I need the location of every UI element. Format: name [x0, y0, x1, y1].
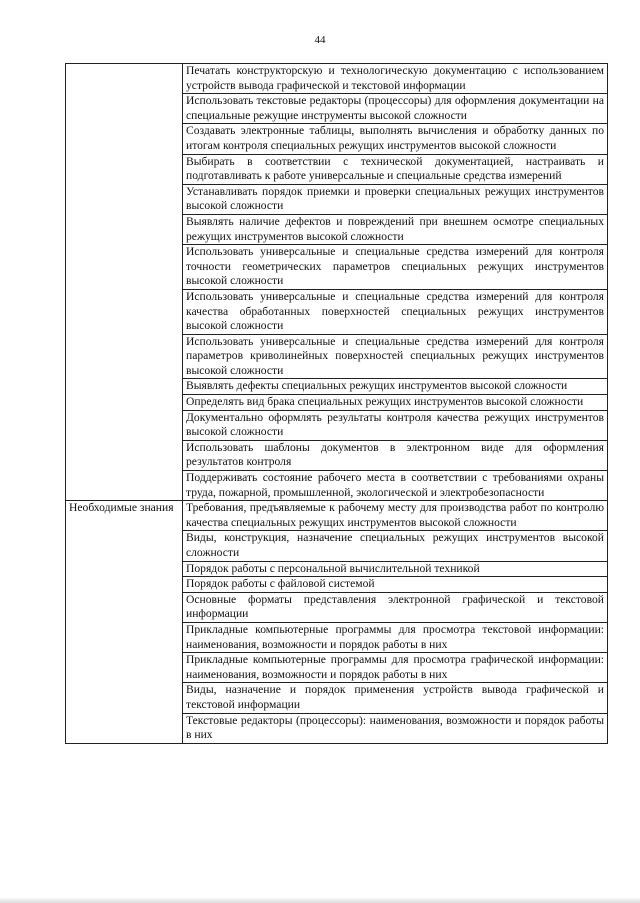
requirement-cell: Определять вид брака специальных режущих инструментов высокой сложности — [183, 395, 608, 411]
requirement-cell: Использовать шаблоны документов в электронном виде для оформления результатов контроля — [183, 440, 608, 470]
requirement-cell: Выбирать в соответствии с технической документацией, настраивать и подготавливать к работе универсальные и специальные средства измерений — [183, 154, 608, 184]
requirement-cell: Использовать универсальные и специальные средства измерений для контроля точности геометрических параметров специальных режущих инструментов высокой сложности — [183, 245, 608, 290]
requirement-cell: Основные форматы представления электронной графической и текстовой информации — [183, 592, 608, 622]
requirement-cell: Использовать универсальные и специальные средства измерений для контроля качества обработанных поверхностей специальных режущих инструментов высокой сложности — [183, 289, 608, 334]
requirement-cell: Документально оформлять результаты контроля качества режущих инструментов высокой сложности — [183, 410, 608, 440]
requirement-cell: Выявлять дефекты специальных режущих инструментов высокой сложности — [183, 379, 608, 395]
scan-edge — [0, 897, 640, 903]
requirement-cell: Виды, назначение и порядок применения устройств вывода графической и текстовой информации — [183, 683, 608, 713]
page-number: 44 — [314, 34, 326, 46]
requirement-cell: Порядок работы с персональной вычислительной техникой — [183, 561, 608, 577]
requirement-cell: Использовать текстовые редакторы (процессоры) для оформления документации на специальные режущие инструменты высокой сложности — [183, 94, 608, 124]
requirement-cell: Порядок работы с файловой системой — [183, 577, 608, 593]
requirement-cell: Текстовые редакторы (процессоры): наименования, возможности и порядок работы в них — [183, 713, 608, 743]
requirement-cell: Поддерживать состояние рабочего места в соответствии с требованиями охраны труда, пожарной, промышленной, экологической и электробезопасности — [183, 471, 608, 501]
requirement-cell: Выявлять наличие дефектов и повреждений при внешнем осмотре специальных режущих инструментов высокой сложности — [183, 214, 608, 244]
table-row — [66, 501, 608, 531]
requirement-cell: Использовать универсальные и специальные средства измерений для контроля параметров криволинейных поверхностей специальных режущих инструментов высокой сложности — [183, 334, 608, 379]
section-label: Необходимые знания — [66, 501, 183, 744]
requirement-cell: Создавать электронные таблицы, выполнять вычисления и обработку данных по итогам контроля специальных режущих инструментов высокой сложности — [183, 124, 608, 154]
requirement-cell: Прикладные компьютерные программы для просмотра графической информации: наименования, возможности и порядок работы в них — [183, 653, 608, 683]
section-label — [66, 64, 183, 501]
requirement-cell: Прикладные компьютерные программы для просмотра текстовой информации: наименования, возможности и порядок работы в них — [183, 622, 608, 652]
table-body — [66, 64, 608, 744]
requirement-cell: Печатать конструкторскую и технологическую документацию с использованием устройств вывода графической и текстовой информации — [183, 64, 608, 94]
requirement-cell: Устанавливать порядок приемки и проверки специальных режущих инструментов высокой сложности — [183, 184, 608, 214]
requirements-table — [65, 63, 608, 744]
requirement-cell: Требования, предъявляемые к рабочему месту для производства работ по контролю качества специальных режущих инструментов высокой сложности — [183, 501, 608, 531]
requirement-cell: Виды, конструкция, назначение специальных режущих инструментов высокой сложности — [183, 531, 608, 561]
table-row — [66, 64, 608, 94]
